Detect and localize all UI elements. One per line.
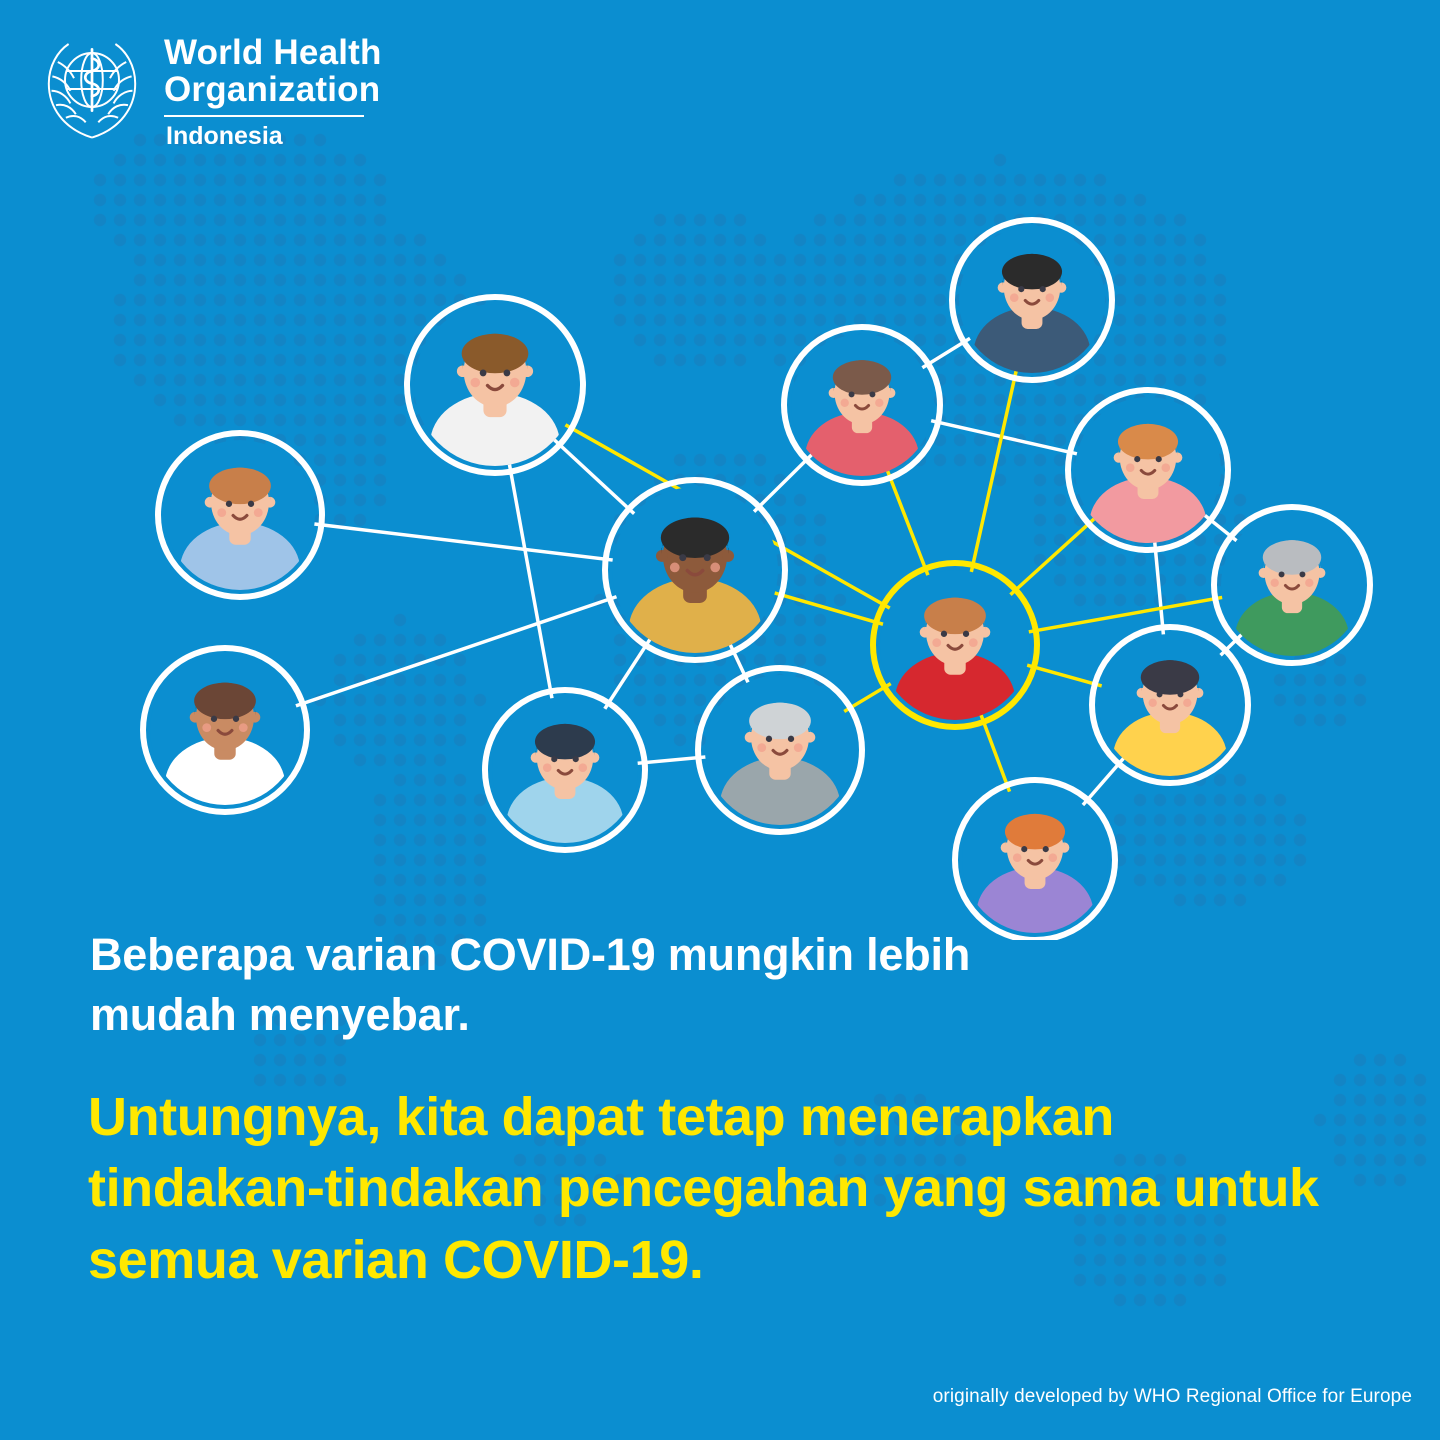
headline-text: Beberapa varian COVID-19 mungkin lebih mudah menyebar. [90,929,971,1040]
network-node [1214,507,1370,680]
who-logo [38,34,382,150]
logo-divider [164,115,364,117]
subheadline-text: Untungnya, kita dapat tetap menerapkan tindakan-tindakan pencegahan yang sama untuk semua varian COVID-19. [88,1087,1319,1290]
logo-line-2: Organization [164,70,381,110]
network-nodes [143,220,1370,940]
network-node [1092,627,1248,800]
who-emblem-icon [38,34,146,144]
network-node [485,690,645,868]
network-node [1068,390,1228,568]
people-network-diagram [0,170,1440,940]
logo-country: Indonesia [166,122,283,151]
network-node [784,327,940,500]
network-node [407,297,583,494]
network-node [698,668,862,851]
network-node [873,563,1037,746]
network-node [955,780,1115,940]
network-node [158,433,322,616]
network-node [143,648,307,831]
logo-line-1: World Health [164,33,382,72]
network-node [952,220,1112,398]
credit-text: originally developed by WHO Regional Office for Europe [932,1386,1412,1407]
